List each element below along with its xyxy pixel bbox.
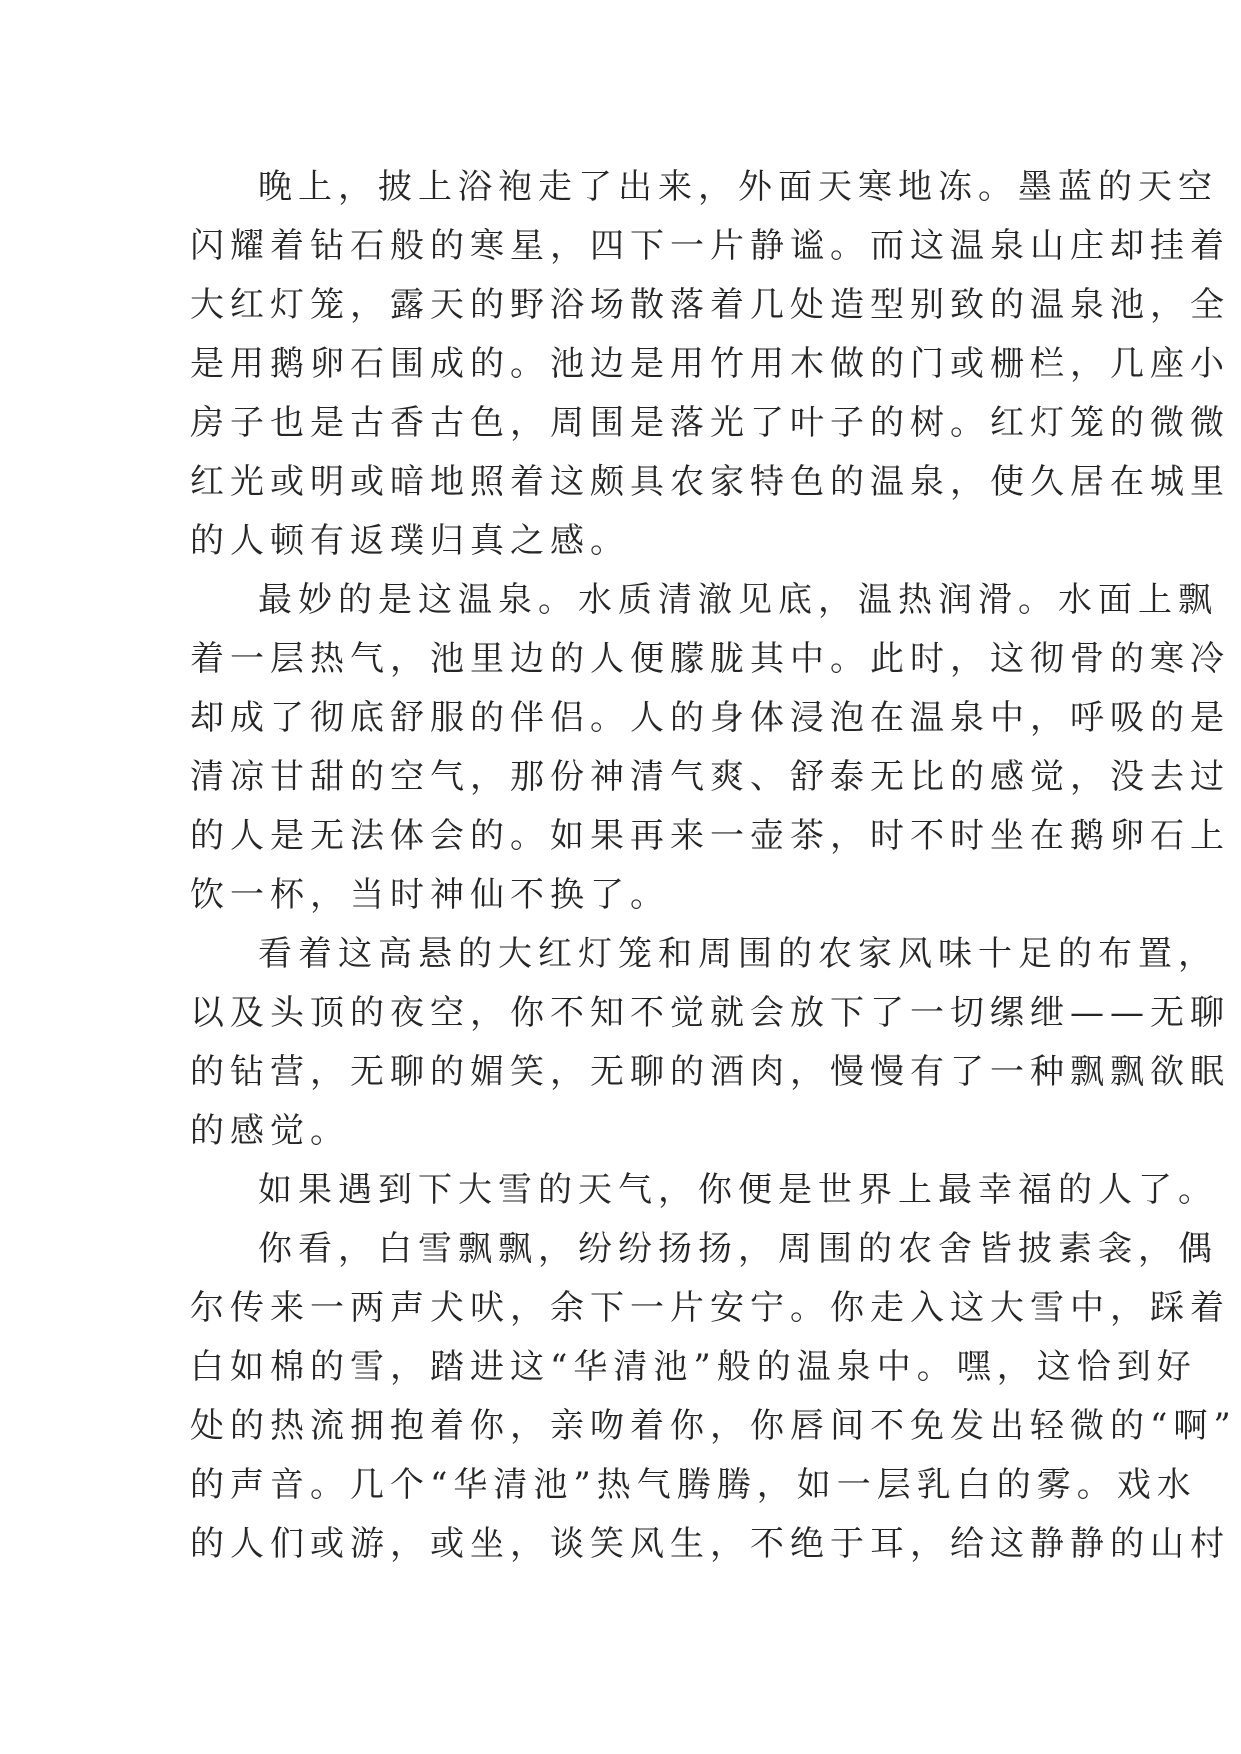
text-line: 白如棉的雪，踏进这“华清池”般的温泉中。嘿，这恰到好 (190, 1347, 1197, 1387)
text-line: 的人是无法体会的。如果再来一壶茶，时不时坐在鹅卵石上 (190, 816, 1230, 856)
article-body (190, 158, 1237, 1574)
text-line: 的钻营，无聊的媚笑，无聊的酒肉，慢慢有了一种飘飘欲眠 (190, 1052, 1230, 1092)
text-line: 处的热流拥抱着你，亲吻着你，你唇间不免发出轻微的“啊” (190, 1406, 1237, 1446)
text-line: 着一层热气，池里边的人便朦胧其中。此时，这彻骨的寒冷 (190, 639, 1230, 679)
text-line: 却成了彻底舒服的伴侣。人的身体浸泡在温泉中，呼吸的是 (190, 698, 1230, 738)
text-line: 的感觉。 (190, 1111, 350, 1151)
text-line: 的人们或游，或坐，谈笑风生，不绝于耳，给这静静的山村 (190, 1524, 1230, 1564)
text-line: 你看，白雪飘飘，纷纷扬扬，周围的农舍皆披素衾，偶 (258, 1229, 1218, 1269)
text-line: 晚上，披上浴袍走了出来，外面天寒地冻。墨蓝的天空 (258, 167, 1218, 207)
text-line: 以及头顶的夜空，你不知不觉就会放下了一切缧绁——无聊 (190, 993, 1230, 1033)
text-line: 看着这高悬的大红灯笼和周围的农家风味十足的布置， (258, 934, 1218, 974)
text-line: 的声音。几个“华清池”热气腾腾，如一层乳白的雾。戏水 (190, 1465, 1197, 1505)
text-line: 是用鹅卵石围成的。池边是用竹用木做的门或栅栏，几座小 (190, 344, 1230, 384)
text-line: 清凉甘甜的空气，那份神清气爽、舒泰无比的感觉，没去过 (190, 757, 1230, 797)
text-line: 红光或明或暗地照着这颇具农家特色的温泉，使久居在城里 (190, 462, 1230, 502)
text-line: 大红灯笼，露天的野浴场散落着几处造型别致的温泉池，全 (190, 285, 1230, 325)
text-line: 房子也是古香古色，周围是落光了叶子的树。红灯笼的微微 (190, 403, 1230, 443)
text-line: 最妙的是这温泉。水质清澈见底，温热润滑。水面上飘 (258, 580, 1218, 620)
text-line: 的人顿有返璞归真之感。 (190, 521, 630, 561)
text-line: 闪耀着钻石般的寒星，四下一片静谧。而这温泉山庄却挂着 (190, 226, 1230, 266)
text-line: 尔传来一两声犬吠，余下一片安宁。你走入这大雪中，踩着 (190, 1288, 1230, 1328)
text-line: 如果遇到下大雪的天气，你便是世界上最幸福的人了。 (258, 1170, 1218, 1210)
text-line: 饮一杯，当时神仙不换了。 (190, 875, 670, 915)
